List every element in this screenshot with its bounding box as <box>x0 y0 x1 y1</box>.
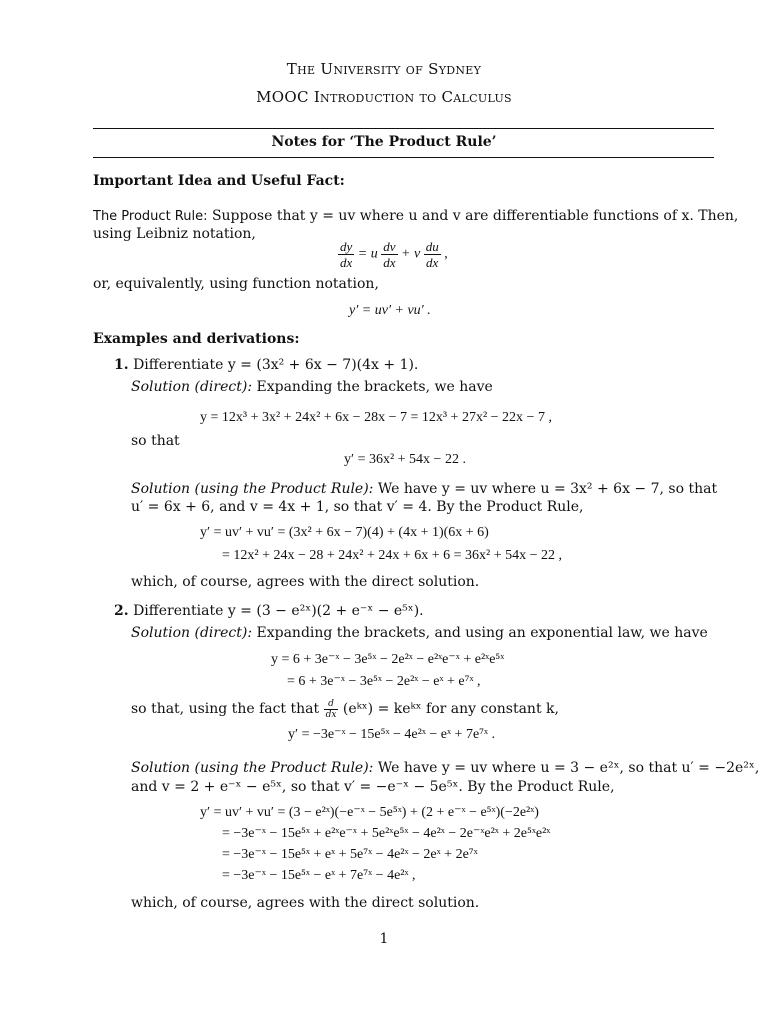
solution-direct-label: Solution (direct): <box>131 625 253 641</box>
leibniz-end: , <box>444 246 448 262</box>
example-2-product-rule-eq2: = −3e⁻ˣ − 15e⁵ˣ + e²ˣe⁻ˣ + 5e²ˣe⁵ˣ − 4e²ˣ − 2e⁻ˣe²ˣ + 2e⁵ˣe²ˣ <box>222 826 551 841</box>
fact-post: (eᵏˣ) = keᵏˣ for any constant k, <box>342 701 559 717</box>
university-name: The University of Sydney <box>286 60 482 78</box>
fraction-dy-dx: $\frac{dy}{dx}$ <box>340 239 353 270</box>
example-2-product-rule-eq1: y′ = uv′ + vu′ = (3 − e²ˣ)(−e⁻ˣ − 5e⁵ˣ) + (2 + e⁻ˣ − e⁵ˣ)(−2e²ˣ) <box>200 805 539 820</box>
page-number: 1 <box>379 931 389 947</box>
example-2-fact <box>131 698 559 720</box>
solution-direct-text: Expanding the brackets, and using an exponential law, we have <box>256 625 708 641</box>
example-1-derivative: y′ = 36x² + 54x − 22 . <box>344 452 466 467</box>
example-2-solution-product <box>131 760 759 776</box>
example-1-product-rule-eq2: = 12x² + 24x − 28 + 24x² + 24x + 6x + 6 = 36x² + 54x − 22 , <box>222 548 563 563</box>
example-2-solution-direct <box>131 625 708 641</box>
example-2-product-rule-eq4: = −3e⁻ˣ − 15e⁵ˣ − eˣ + 7e⁷ˣ − 4e²ˣ , <box>222 868 416 883</box>
leibniz-equation <box>338 239 448 270</box>
example-1-solution-direct <box>131 379 493 395</box>
example-2-question: Differentiate y = (3 − e²ˣ)(2 + e⁻ˣ − e⁵ˣ). <box>133 603 424 619</box>
section-heading-important: Important Idea and Useful Fact: <box>93 173 345 189</box>
solution-product-label: Solution (using the Product Rule): <box>131 760 374 776</box>
product-rule-statement <box>93 208 738 225</box>
example-1-solution-product <box>131 481 717 497</box>
top-rule <box>93 128 714 129</box>
example-2-expansion-1: y = 6 + 3e⁻ˣ − 3e⁵ˣ − 2e²ˣ − e²ˣe⁻ˣ + e²ˣe⁵ˣ <box>271 652 505 667</box>
product-rule-text-line2: using Leibniz notation, <box>93 226 256 242</box>
example-1-question: Differentiate y = (3x² + 6x − 7)(4x + 1). <box>133 357 419 373</box>
example-1-solution-product-line2: u′ = 6x + 6, and v = 4x + 1, so that v′ = 4. By the Product Rule, <box>131 499 584 515</box>
example-2-product-rule-eq3: = −3e⁻ˣ − 15e⁵ˣ + eˣ + 5e⁷ˣ − 4e²ˣ − 2eˣ + 2e⁷ˣ <box>222 847 478 862</box>
leibniz-plus: + v <box>401 246 421 262</box>
example-2-conclusion: which, of course, agrees with the direct solution. <box>131 895 480 911</box>
notes-title: Notes for ‘The Product Rule’ <box>271 134 497 150</box>
product-rule-text: Suppose that y = uv where u and v are differentiable functions of x. Then, <box>211 208 739 224</box>
example-1-expansion: y = 12x³ + 3x² + 24x² + 6x − 28x − 7 = 12x³ + 27x² − 22x − 7 , <box>200 410 552 425</box>
example-2-solution-product-line2: and v = 2 + e⁻ˣ − e⁵ˣ, so that v′ = −e⁻ˣ − 5e⁵ˣ. By the Product Rule, <box>131 779 615 795</box>
solution-product-label: Solution (using the Product Rule): <box>131 481 374 497</box>
function-notation-equation: y′ = uv′ + vu′ . <box>349 303 431 318</box>
section-heading-examples: Examples and derivations: <box>93 331 300 347</box>
example-1-so-that: so that <box>131 433 180 449</box>
solution-product-text: We have y = uv where u = 3 − e²ˣ, so that u′ = −2e²ˣ, <box>377 760 760 776</box>
example-1-product-rule-eq1: y′ = uv′ + vu′ = (3x² + 6x − 7)(4) + (4x + 1)(6x + 6) <box>200 525 489 540</box>
fact-pre: so that, using the fact that <box>131 701 320 717</box>
solution-product-text: We have y = uv where u = 3x² + 6x − 7, so that <box>377 481 718 497</box>
example-2-number: 2. <box>114 603 129 619</box>
fraction-dv-dx: $\frac{dv}{dx}$ <box>383 239 396 270</box>
example-2-derivative: y′ = −3e⁻ˣ − 15e⁵ˣ − 4e²ˣ − eˣ + 7e⁷ˣ . <box>288 727 496 742</box>
bottom-rule <box>93 157 714 158</box>
or-text: or, equivalently, using function notation, <box>93 276 379 292</box>
solution-direct-label: Solution (direct): <box>131 379 253 395</box>
example-2-statement <box>114 603 424 619</box>
leibniz-mid: = u <box>357 246 378 262</box>
example-1-number: 1. <box>114 357 129 373</box>
solution-direct-text: Expanding the brackets, we have <box>256 379 493 395</box>
product-rule-label: The Product Rule: <box>93 209 208 224</box>
example-1-statement <box>114 357 418 373</box>
example-1-conclusion: which, of course, agrees with the direct solution. <box>131 574 480 590</box>
course-name: MOOC Introduction to Calculus <box>256 88 512 106</box>
fraction-d-dx: $\frac{d}{dx}$ <box>325 698 337 720</box>
fraction-du-dx: $\frac{du}{dx}$ <box>425 239 439 270</box>
example-2-expansion-2: = 6 + 3e⁻ˣ − 3e⁵ˣ − 2e²ˣ − eˣ + e⁷ˣ , <box>287 674 481 689</box>
